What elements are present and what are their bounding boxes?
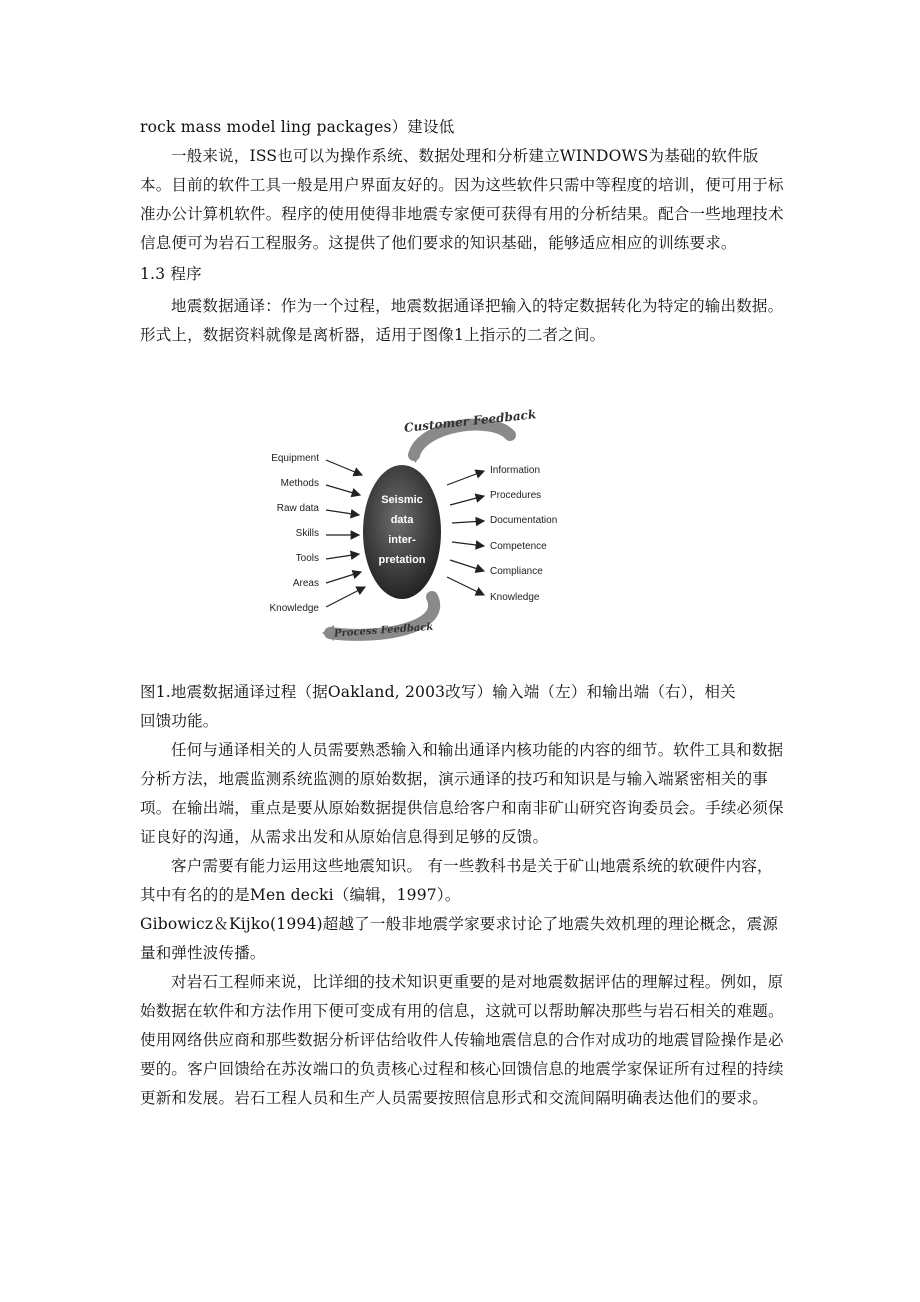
input-arrow bbox=[326, 554, 359, 559]
customer-paragraph: 客户需要有能力运用这些地震知识。 有一些教科书是关于矿山地震系统的软硬件内容，其中有名的的是Men decki（编辑，1997）。 bbox=[140, 857, 773, 904]
engineer-paragraph: 对岩石工程师来说，比详细的技术知识更重要的是对地震数据评估的理解过程。例如，原始数据在软件和方法作用下便可变成有用的信息，这就可以帮助解决那些与岩石相关的难题。 bbox=[140, 973, 784, 1020]
output-label-knowledge: Knowledge bbox=[490, 592, 540, 603]
output-arrow bbox=[447, 471, 484, 485]
input-label-skills: Skills bbox=[295, 528, 319, 539]
interpretation-paragraph: 地震数据通译：作为一个过程，地震数据通译把输入的特定数据转化为特定的输出数据。形式上，数据资料就像是离析器，适用于图像1上指示的二者之间。 bbox=[140, 297, 784, 344]
network-paragraph: 使用网络供应商和那些数据分析评估给收件人传输地震信息的合作对成功的地震冒险操作是必要的。客户回馈给在苏汝端口的负责核心过程和核心回馈信息的地震学家保证所有过程的持续更新和发展。岩石工程人员和生产人员需要按照信息形式和交流间隔明确表达他们的要求。 bbox=[140, 1031, 784, 1107]
lower-text bbox=[140, 678, 785, 1113]
section-heading: 1.3 程序 bbox=[140, 265, 202, 283]
core-label-4: pretation bbox=[378, 554, 426, 566]
input-arrow bbox=[326, 572, 361, 583]
output-label-documentation: Documentation bbox=[490, 515, 558, 526]
core-label-2: data bbox=[390, 514, 414, 526]
input-label-raw-data: Raw data bbox=[276, 503, 319, 514]
input-arrow bbox=[326, 460, 362, 475]
output-label-procedures: Procedures bbox=[490, 490, 542, 501]
diagram bbox=[262, 405, 572, 645]
input-arrow bbox=[326, 485, 360, 495]
input-label-tools: Tools bbox=[295, 553, 319, 564]
output-label-information: Information bbox=[490, 465, 541, 476]
core-label-3: inter- bbox=[388, 534, 416, 546]
figure-caption: 图1.地震数据通译过程（据Oakland, 2003改写）输入端（左）和输出端（右），相关回馈功能。 bbox=[140, 683, 736, 730]
iss-paragraph: 一般来说，ISS也可以为操作系统、数据处理和分析建立WINDOWS为基础的软件版本。目前的软件工具一般是用户界面友好的。因为这些软件只需中等程度的培训，便可用于标准办公计算机软件。程序的使用使得非地震专家便可获得有用的分析结果。配合一些地理技术信息便可为岩石工程服务。这提供了他们要求的知识基础，能够适应相应的训练要求。 bbox=[140, 147, 784, 252]
core-ellipse bbox=[363, 465, 441, 599]
input-arrow bbox=[326, 587, 365, 607]
output-label-competence: Competence bbox=[490, 541, 547, 552]
output-arrow bbox=[452, 542, 484, 546]
input-label-equipment: Equipment bbox=[271, 453, 319, 464]
figure-seismic-interpretation bbox=[262, 405, 572, 645]
input-label-methods: Methods bbox=[280, 478, 319, 489]
output-arrow bbox=[452, 521, 484, 523]
upper-text bbox=[140, 113, 785, 350]
output-arrow bbox=[447, 577, 484, 595]
input-label-knowledge: Knowledge bbox=[269, 603, 319, 614]
process-feedback-label: Process Feedback bbox=[333, 621, 434, 640]
output-label-compliance: Compliance bbox=[490, 566, 543, 577]
details-paragraph: 任何与通译相关的人员需要熟悉输入和输出通译内核功能的内容的细节。软件工具和数据分析方法，地震监测系统监测的原始数据，演示通译的技巧和知识是与输入端紧密相关的事项。在输出端，重点是要从原始数据提供信息给客户和南非矿山研究咨询委员会。手续必须保证良好的沟通，从需求出发和从原始信息得到足够的反馈。 bbox=[140, 741, 784, 846]
gibowicz-paragraph: Gibowicz＆Kijko(1994)超越了一般非地震学家要求讨论了地震失效机理的理论概念，震源量和弹性波传播。 bbox=[140, 915, 779, 962]
intro-line: rock mass model ling packages）建设低 bbox=[140, 118, 455, 136]
output-arrow bbox=[450, 560, 484, 571]
input-label-areas: Areas bbox=[292, 578, 319, 589]
input-arrow bbox=[326, 510, 359, 515]
output-arrow bbox=[450, 496, 484, 505]
customer-feedback-label: Customer Feedback bbox=[403, 407, 537, 435]
core-label-1: Seismic bbox=[381, 494, 423, 506]
